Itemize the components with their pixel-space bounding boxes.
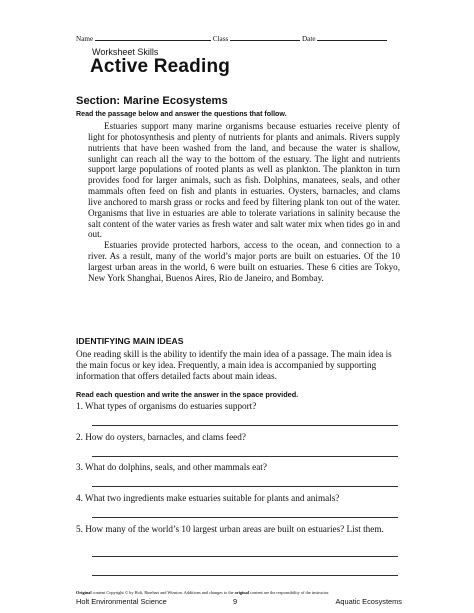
worksheet-skills-label: Worksheet Skills xyxy=(92,47,159,57)
passage-paragraph-2: Estuaries provide protected harbors, access to the ocean, and connection to a river. As a result, many of the world’s major ports are built on estuaries. Of the 10 largest urban areas in the world, 6 were built on estuaries. These 6 cities are Tokyo, New York Shanghai, Buenos Aires, Rio de Janeiro, and Bombay. xyxy=(88,240,400,283)
question-3 xyxy=(76,462,398,473)
question-5 xyxy=(76,524,398,535)
reading-passage xyxy=(88,121,400,284)
answer-line-1[interactable] xyxy=(92,425,398,426)
class-label: Class xyxy=(212,35,229,43)
passage-paragraph-1: Estuaries support many marine organisms because estuaries receive plenty of light for photosynthesis and plenty of nutrients for plants and animals. Rivers supply nutrients that have been washed from the land, and because the water is shallow, sunlight can reach all the way to the bottom of the estuary. The light and nutrients support large populations of rooted plants as well as plankton. The plankton in turn provides food for larger animals, such as fish. Dolphins, manatees, seals, and other mammals often feed on fish and plants in estuaries. Oysters, barnacles, and clams live anchored to marsh grass or rocks and feed by filtering plank ton out of the water. Organisms that live in estuaries are able to tolerate variations in salinity because the salt content of the water varies as fresh water and salt water mix when tides go in and out. xyxy=(88,121,400,240)
class-blank xyxy=(230,34,300,41)
name-label: Name xyxy=(76,35,94,43)
copyright-original-1: Original xyxy=(76,590,92,595)
question-text: 4. What two ingredients make estuaries suitable for plants and animals? xyxy=(76,493,340,503)
question-2 xyxy=(76,432,398,443)
question-4 xyxy=(76,493,398,504)
answer-line-4[interactable] xyxy=(92,517,398,518)
copyright-line xyxy=(76,590,329,595)
answer-line-5b[interactable] xyxy=(92,575,398,576)
question-text: 3. What do dolphins, seals, and other mammals eat? xyxy=(76,462,267,472)
passage-instruction: Read the passage below and answer the questions that follow. xyxy=(76,110,287,118)
question-text: 2. How do oysters, barnacles, and clams feed? xyxy=(76,432,246,442)
date-blank xyxy=(317,34,387,41)
question-1 xyxy=(76,401,398,412)
section-title: Section: Marine Ecosystems xyxy=(76,95,228,107)
page-title: Active Reading xyxy=(90,56,231,77)
name-blank xyxy=(95,34,211,41)
footer-chapter: Aquatic Ecosystems xyxy=(335,597,402,606)
copyright-text-2: content are the responsibility of the instructor. xyxy=(248,590,330,595)
answer-line-5a[interactable] xyxy=(92,556,398,557)
copyright-original-2: original xyxy=(234,590,249,595)
identifying-main-ideas-heading: IDENTIFYING MAIN IDEAS xyxy=(76,336,184,346)
question-text: 1. What types of organisms do estuaries support? xyxy=(76,401,257,411)
skill-paragraph: One reading skill is the ability to identify the main idea of a passage. The main idea is the main focus or key idea. Frequently, a main idea is accompanied by supporting information that offers detailed facts about main ideas. xyxy=(76,349,392,382)
footer-book-title: Holt Environmental Science xyxy=(76,597,167,606)
answer-line-2[interactable] xyxy=(92,456,398,457)
date-label: Date xyxy=(301,35,316,43)
footer-page-number: 9 xyxy=(233,597,238,606)
question-text: 5. How many of the world’s 10 largest urban areas are built on estuaries? List them. xyxy=(76,524,384,534)
question-instruction: Read each question and write the answer in the space provided. xyxy=(76,390,299,399)
copyright-text-1: content Copyright © by Holt, Rinehart and Winston. Additions and changes to the xyxy=(91,590,235,595)
answer-line-3[interactable] xyxy=(92,486,398,487)
name-class-date-row xyxy=(76,34,406,43)
